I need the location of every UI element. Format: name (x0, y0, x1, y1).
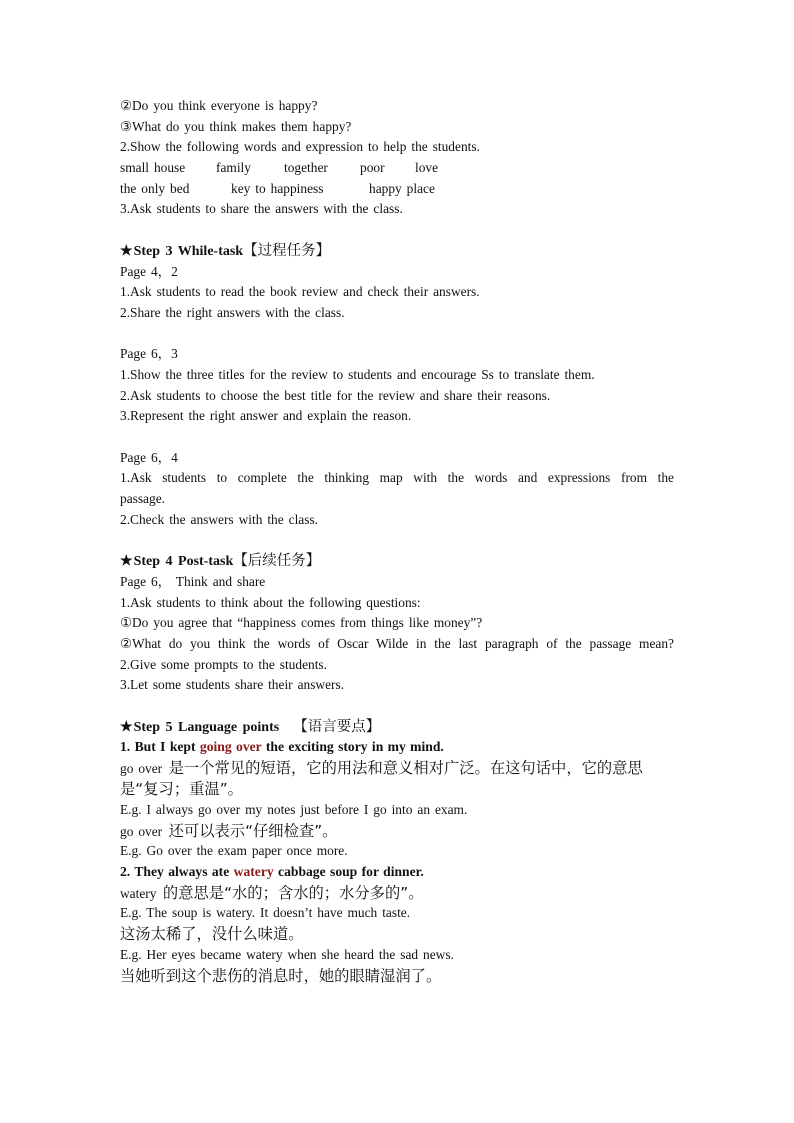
question: ②What do you think the words of Oscar Wilde in the last paragraph of the passage mean? (120, 635, 674, 651)
language-point-2: 2. They always ate watery cabbage soup for dinner. (120, 864, 424, 880)
list-item: 1.Ask students to complete the thinking map with the words and expressions from the passage. (120, 470, 674, 507)
word: together (284, 160, 328, 176)
list-item: 2.Give some prompts to the students. (120, 656, 327, 672)
page-label: Page 4，2 (120, 263, 178, 279)
instruction-3: 3.Ask students to share the answers with the class. (120, 201, 403, 217)
step-3-heading: ★Step 3 While-task【过程任务】 (120, 241, 674, 262)
step-5-heading: ★Step 5 Language points 【语言要点】 (120, 717, 674, 738)
page-label: Page 6， Think and share (120, 573, 266, 589)
list-item: 2.Ask students to choose the best title for the review and share their reasons. (120, 387, 551, 403)
page-label: Page 6，3 (120, 346, 178, 362)
list-item: 1.Ask students to read the book review and check their answers. (120, 284, 480, 300)
example: E.g. Her eyes became watery when she heard the sad news. (120, 946, 454, 962)
question: ①Do you agree that “happiness comes from things like money”? (120, 615, 483, 631)
step-4-heading: ★Step 4 Post-task【后续任务】 (120, 551, 674, 572)
word: the only bed (120, 180, 190, 196)
list-item: 1.Ask students to think about the following questions: (120, 594, 421, 610)
page-label: Page 6，4 (120, 449, 178, 465)
word: happy place (369, 180, 435, 196)
highlight-phrase: going over (199, 739, 262, 755)
word: family (216, 160, 251, 176)
translation: 这汤太稀了，没什么味道。 (120, 925, 304, 944)
document-page (120, 96, 674, 986)
word: poor (360, 160, 385, 176)
example: E.g. Go over the exam paper once more. (120, 843, 348, 859)
word: small house (120, 160, 186, 176)
list-item: 3.Let some students share their answers. (120, 677, 345, 693)
example: E.g. I always go over my notes just before I go into an exam. (120, 802, 468, 818)
star-icon: ★ (120, 554, 133, 570)
list-item: 3.Represent the right answer and explain the reason. (120, 408, 412, 424)
question-2: ②Do you think everyone is happy? (120, 98, 318, 113)
list-item: 2.Share the right answers with the class. (120, 304, 345, 320)
star-icon: ★ (120, 719, 133, 735)
word: love (415, 160, 439, 176)
explanation: go over 还可以表示“仔细检查”。 (120, 821, 338, 840)
word-row-1 (120, 158, 674, 179)
explanation: watery 的意思是“水的；含水的；水分多的”。 (120, 883, 424, 902)
word: key to happiness (231, 180, 324, 196)
explanation: go over 是一个常见的短语，它的用法和意义相对广泛。在这句话中，它的意思是“复习；重温”。 (120, 759, 643, 799)
language-point-1: 1. But I kept going over the exciting story in my mind. (120, 739, 444, 755)
instruction-2: 2.Show the following words and expression to help the students. (120, 139, 480, 155)
star-icon: ★ (120, 243, 133, 259)
list-item: 2.Check the answers with the class. (120, 511, 319, 527)
question-3: ③What do you think makes them happy? (120, 118, 352, 134)
list-item: 1.Show the three titles for the review to students and encourage Ss to translate them. (120, 366, 595, 382)
word-row-2 (120, 179, 674, 200)
highlight-phrase: watery (233, 864, 274, 880)
example: E.g. The soup is watery. It doesn’t have much taste. (120, 905, 411, 921)
translation: 当她听到这个悲伤的消息时，她的眼睛湿润了。 (120, 966, 442, 985)
